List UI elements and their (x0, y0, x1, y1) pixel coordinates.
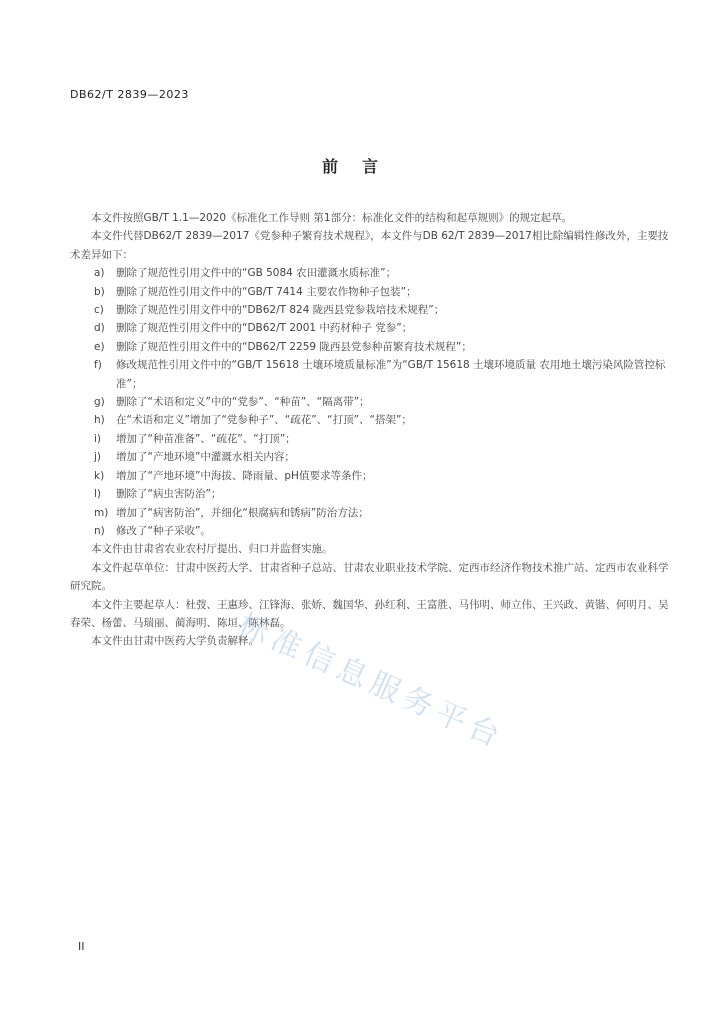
list-item-text: 在“术语和定义”增加了“党参种子”、“疏花”、“打顶”、“搭架”； (116, 414, 412, 427)
paragraph: 本文件代替DB62/T 2839—2017《党参种子繁育技术规程》，本文件与DB 62/T 2839—2017相比除编辑性修改外，主要技术差异如下： (70, 230, 669, 261)
list-item (70, 356, 670, 393)
paragraph: 本文件由甘肃中医药大学负责解释。 (91, 635, 259, 648)
list-item-label: f) (94, 359, 102, 372)
change-list (70, 264, 670, 540)
list-item-text: 删除了规范性引用文件中的“DB62/T 824 陇西县党参栽培技术规程”； (116, 304, 445, 317)
list-item (70, 338, 670, 356)
list-item-text: 删除了规范性引用文件中的“GB/T 7414 主要农作物种子包装”； (116, 285, 417, 298)
paragraph: 本文件由甘肃省农业农村厅提出、归口并监督实施。 (91, 543, 333, 556)
list-item-text: 增加了“产地环境”中灌溉水相关内容； (116, 451, 295, 464)
list-item-text: 删除了规范性引用文件中的“DB62/T 2001 中药材种子 党参”； (116, 322, 413, 335)
page-number: II (78, 940, 85, 953)
list-item (70, 485, 670, 503)
list-item (70, 504, 670, 522)
list-item-label: j) (94, 451, 102, 464)
page-title: 前言 (321, 157, 402, 176)
list-item-label: d) (94, 322, 105, 335)
paragraph: 本文件主要起草人：杜弢、王惠珍、江锋海、张娇、魏国华、孙红利、王富胜、马伟明、师立伟、王兴政、黄锴、何明月、吴春荣、杨蕾、马瑞丽、蔺海明、陈垣、陈林磊。 (70, 598, 669, 629)
list-item (70, 301, 670, 319)
list-item (70, 522, 670, 540)
list-item (70, 467, 670, 485)
list-item-label: g) (94, 396, 105, 409)
list-item-label: e) (94, 340, 105, 353)
list-item-text: 增加了“病害防治”，并细化“根腐病和锈病”防治方法； (116, 506, 369, 519)
list-item-label: c) (94, 304, 104, 317)
list-item-text: 增加了“种苗准备”、“疏花”、“打顶”； (116, 432, 296, 445)
watermark: 标准信息服务平台 (232, 607, 510, 757)
list-item-label: n) (94, 524, 105, 537)
list-item-label: l) (94, 488, 102, 501)
list-item-text: 修改规范性引用文件中的“GB/T 15618 土壤环境质量标准”为“GB/T 15618 土壤环境质量 农用地土壤污染风险管控标准”； (116, 359, 666, 390)
list-item-text: 删除了规范性引用文件中的“DB62/T 2259 陇西县党参种苗繁育技术规程”； (116, 340, 472, 353)
list-item (70, 393, 670, 411)
list-item-label: i) (94, 432, 102, 445)
list-item (70, 319, 670, 337)
list-item (70, 264, 670, 282)
list-item-text: 删除了规范性引用文件中的“GB 5084 农田灌溉水质标准”； (116, 267, 397, 280)
list-item (70, 283, 670, 301)
list-item (70, 411, 670, 429)
list-item-label: k) (94, 469, 105, 482)
list-item-label: a) (94, 267, 105, 280)
list-item-label: m) (94, 506, 109, 519)
document-code: DB62/T 2839—2023 (70, 88, 189, 101)
preface-body (70, 209, 670, 651)
list-item (70, 448, 670, 466)
list-item-text: 删除了“术语和定义”中的“党参”、“种苗”、“隔离带”； (116, 396, 370, 409)
list-item-label: h) (94, 414, 105, 427)
list-item (70, 430, 670, 448)
paragraph: 本文件按照GB/T 1.1—2020《标准化工作导则 第1部分：标准化文件的结构和起草规则》的规定起草。 (91, 212, 573, 224)
paragraph: 本文件起草单位：甘肃中医药大学、甘肃省种子总站、甘肃农业职业技术学院、定西市经济作物技术推广站、定西市农业科学研究院。 (70, 561, 669, 593)
list-item-label: b) (94, 285, 105, 298)
list-item-text: 增加了“产地环境”中海拔、降雨量、pH值要求等条件； (116, 469, 373, 482)
list-item-text: 修改了“种子采收”。 (116, 524, 211, 537)
list-item-text: 删除了“病虫害防治”； (116, 488, 222, 501)
